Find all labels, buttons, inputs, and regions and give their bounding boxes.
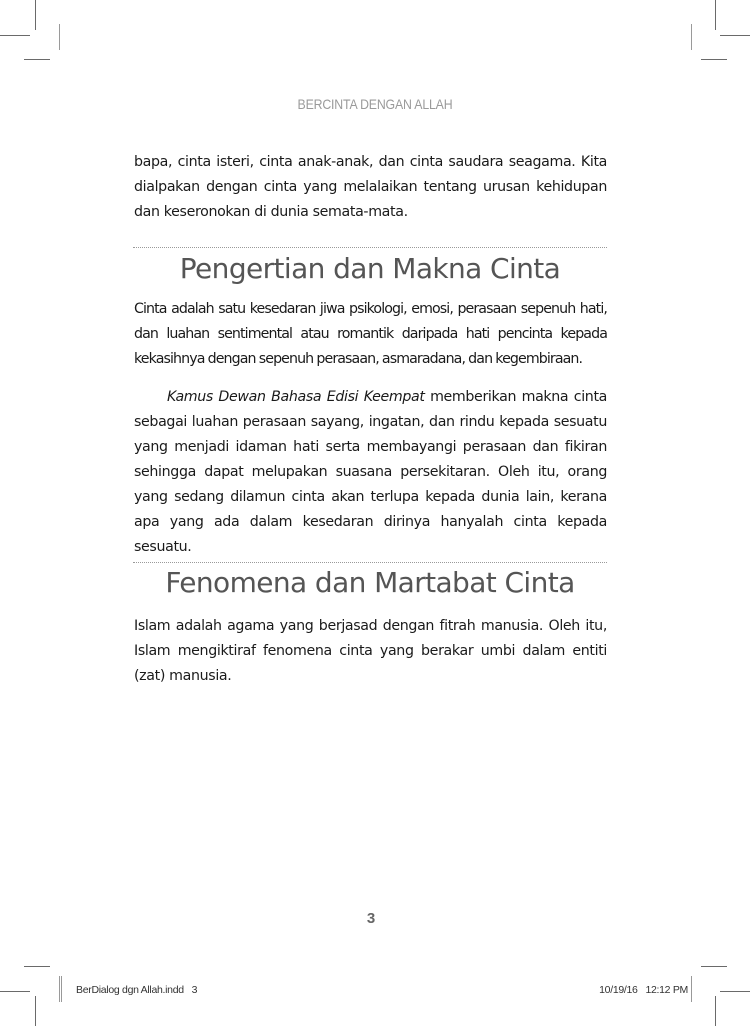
paragraph	[134, 385, 607, 560]
crop-mark	[701, 59, 727, 60]
crop-mark	[24, 59, 50, 60]
paragraph: bapa, cinta isteri, cinta anak-anak, dan cinta saudara seagama. Kita dialpakan dengan cinta yang melalaikan tentang urusan kehidupan dan keseronokan di dunia semata-mata.	[134, 154, 607, 220]
section-heading: Pengertian dan Makna Cinta	[179, 252, 561, 285]
crop-mark	[701, 966, 727, 967]
paragraph: Cinta adalah satu kesedaran jiwa psikologi, emosi, perasaan sepenuh hati, dan luahan sentimental atau romantik daripada hati pencinta kepada kekasihnya dengan sepenuh perasaan, asmaradana, dan kegembiraan.	[134, 301, 607, 367]
slug-datetime: 10/19/16 12:12 PM	[599, 984, 688, 996]
slug-rule	[691, 976, 692, 1002]
paragraph: Islam adalah agama yang berjasad dengan fitrah manusia. Oleh itu, Islam mengiktiraf fenomena cinta yang berakar umbi dalam entiti (zat) manusia.	[134, 618, 607, 684]
crop-mark	[0, 991, 30, 992]
crop-mark	[59, 24, 60, 50]
crop-mark	[59, 976, 60, 1002]
slug-rule	[61, 976, 62, 1002]
section-divider	[133, 247, 607, 248]
paragraph-text: memberikan makna cinta sebagai luahan perasaan sayang, ingatan, dan rindu kepada sesuatu yang menjadi idaman hati serta membayangi perasaan dan fikiran sehingga dapat melupakan suasana persekitaran. Oleh itu, orang yang sedang dilamun cinta akan terlupa kepada dunia lain, kerana apa yang ada dalam kesedaran dirinya hanyalah cinta kepada sesuatu.	[134, 389, 608, 555]
crop-mark	[24, 966, 50, 967]
book-title: Kamus Dewan Bahasa Edisi Keempat	[167, 389, 425, 405]
section-body	[134, 614, 607, 689]
section-body	[134, 297, 607, 560]
crop-mark	[715, 0, 716, 30]
crop-mark	[720, 35, 750, 36]
body-text-continuation	[134, 150, 607, 225]
crop-mark	[35, 996, 36, 1026]
running-head: BERCINTA DENGAN ALLAH	[297, 96, 453, 112]
crop-mark	[691, 24, 692, 50]
section-heading: Fenomena dan Martabat Cinta	[165, 566, 575, 599]
section-divider	[133, 562, 607, 563]
page-number: 3	[366, 910, 376, 927]
slug-file-name: BerDialog dgn Allah.indd 3	[76, 984, 198, 996]
crop-mark	[720, 991, 750, 992]
crop-mark	[715, 996, 716, 1026]
crop-mark	[35, 0, 36, 30]
crop-mark	[0, 35, 30, 36]
